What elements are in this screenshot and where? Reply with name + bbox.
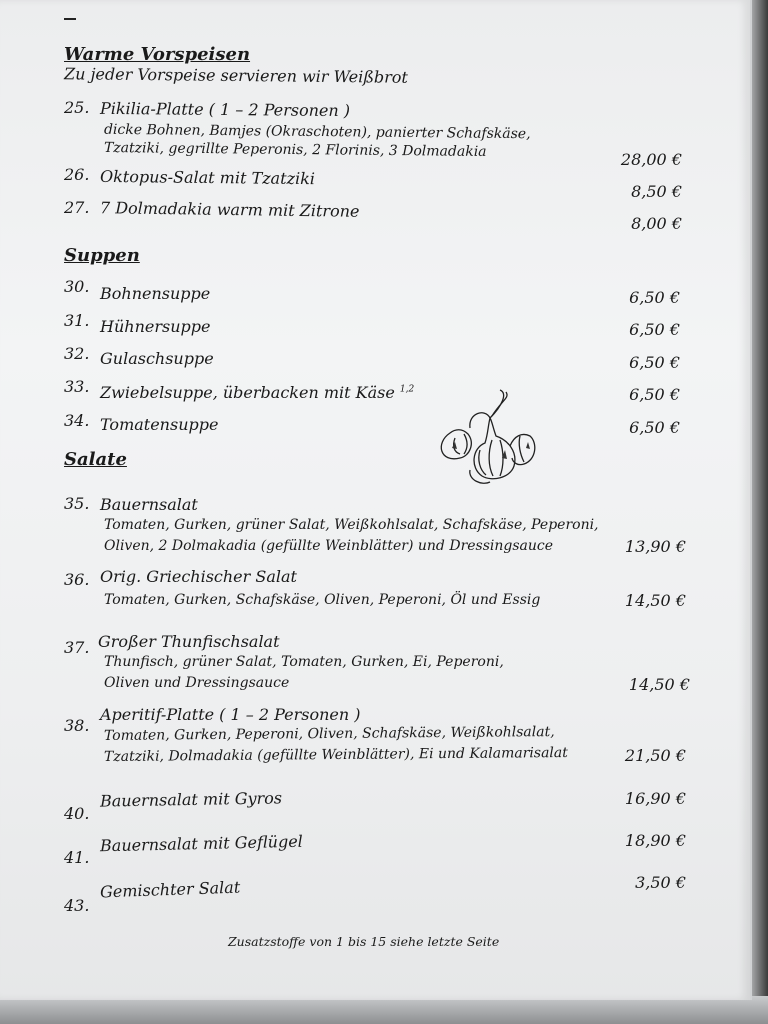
- item-number: 35.: [64, 494, 90, 513]
- item-price: 14,50 €: [628, 675, 690, 694]
- item-number: 27.: [64, 198, 90, 217]
- item-number: 38.: [64, 716, 90, 735]
- item-price: 13,90 €: [624, 537, 686, 556]
- item-price: 6,50 €: [629, 385, 680, 404]
- item-price: 16,90 €: [624, 789, 686, 808]
- item-name: Orig. Griechischer Salat: [100, 567, 297, 586]
- item-price: 6,50 €: [629, 353, 680, 372]
- item-description: Oliven und Dressingsauce: [104, 675, 290, 691]
- item-name: Gemischter Salat: [99, 877, 241, 902]
- page-mark: [64, 18, 76, 20]
- item-number: 34.: [64, 411, 90, 430]
- item-name: Bohnensuppe: [100, 284, 211, 303]
- item-name: Tomatensuppe: [100, 415, 219, 434]
- item-number: 33.: [64, 377, 90, 396]
- item-price: 6,50 €: [629, 288, 680, 307]
- additive-footnote: 1,2: [399, 384, 415, 395]
- item-price: 6,50 €: [629, 320, 680, 339]
- garlic-illustration-icon: [430, 388, 540, 488]
- item-price: 28,00 €: [620, 150, 682, 169]
- item-name: 7 Dolmadakia warm mit Zitrone: [99, 198, 360, 221]
- item-description: Tomaten, Gurken, grüner Salat, Weißkohlsalat, Schafskäse, Peperoni,: [104, 517, 599, 533]
- item-description: dicke Bohnen, Bamjes (Okraschoten), panierter Schafskäse,: [103, 121, 531, 143]
- item-name: Aperitif-Platte ( 1 – 2 Personen ): [100, 705, 361, 724]
- heading-salads: Salate: [64, 449, 127, 470]
- item-name: Zwiebelsuppe, überbacken mit Käse: [100, 383, 395, 402]
- item-price: 6,50 €: [629, 418, 680, 437]
- item-price: 8,00 €: [631, 214, 682, 233]
- item-price: 18,90 €: [624, 831, 686, 850]
- item-name: Bauernsalat mit Gyros: [99, 788, 283, 811]
- item-price: 21,50 €: [624, 746, 686, 765]
- item-number: 30.: [64, 277, 90, 296]
- item-number: 31.: [64, 311, 90, 330]
- item-number: 37.: [64, 638, 90, 657]
- item-description: Tomaten, Gurken, Schafskäse, Oliven, Peperoni, Öl und Essig: [104, 592, 541, 608]
- item-name: Gulaschsuppe: [100, 349, 214, 368]
- item-description: Tomaten, Gurken, Peperoni, Oliven, Schafskäse, Weißkohlsalat,: [103, 724, 555, 744]
- item-price: 14,50 €: [624, 591, 686, 610]
- item-number: 32.: [64, 344, 90, 363]
- heading-warm-starters: Warme Vorspeisen: [64, 44, 251, 65]
- item-description: Thunfisch, grüner Salat, Tomaten, Gurken, Ei, Peperoni,: [104, 654, 504, 670]
- item-price: 3,50 €: [635, 873, 686, 892]
- item-name: Oktopus-Salat mit Tzatziki: [99, 166, 316, 189]
- item-name: Bauernsalat: [100, 495, 198, 514]
- heading-soups: Suppen: [64, 245, 140, 266]
- item-number: 41.: [64, 848, 90, 867]
- item-name-zwiebelsuppe: [100, 383, 414, 402]
- sheet-bottom-edge: [0, 996, 768, 1024]
- warm-starters-intro: Zu jeder Vorspeise servieren wir Weißbrot: [63, 64, 409, 87]
- item-name: Pikilia-Platte ( 1 – 2 Personen ): [99, 98, 351, 121]
- item-number: 26.: [64, 165, 90, 184]
- item-number: 25.: [64, 98, 90, 117]
- item-number: 43.: [64, 896, 90, 915]
- item-number: 36.: [64, 570, 90, 589]
- item-price: 8,50 €: [631, 182, 682, 201]
- item-description: Oliven, 2 Dolmakadia (gefüllte Weinblätter) und Dressingsauce: [104, 538, 554, 554]
- item-description: Tzatziki, Dolmadakia (gefüllte Weinblätter), Ei und Kalamarisalat: [103, 744, 568, 766]
- item-number: 40.: [64, 804, 90, 823]
- item-description: Tzatziki, gegrillte Peperonis, 2 Florinis, 3 Dolmadakia: [103, 139, 487, 161]
- item-name: Bauernsalat mit Geflügel: [99, 831, 304, 856]
- additives-footnote: Zusatzstoffe von 1 bis 15 siehe letzte Seite: [228, 934, 500, 949]
- item-name: Großer Thunfischsalat: [98, 632, 280, 651]
- item-name: Hühnersuppe: [100, 317, 211, 336]
